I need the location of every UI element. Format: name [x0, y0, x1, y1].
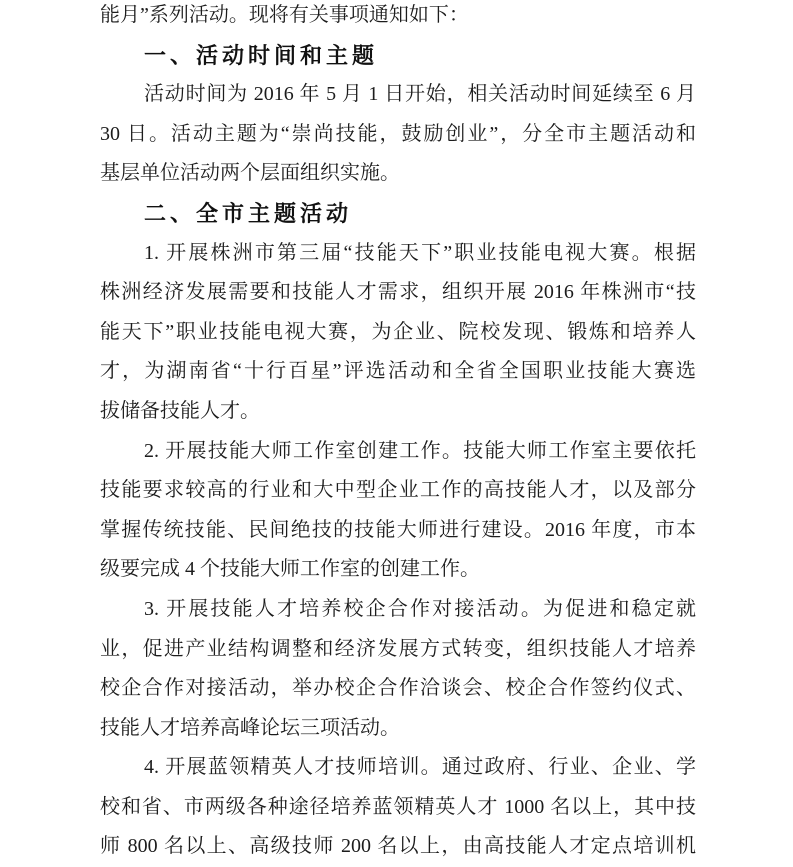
text-line: 30 日。活动主题为“崇尚技能，鼓励创业”，分全市主题活动和: [100, 122, 696, 145]
text-line: 才，为湖南省“十行百星”评选活动和全省全国职业技能大赛选: [100, 360, 696, 383]
text-line: 技能人才培养高峰论坛三项活动。: [100, 716, 400, 739]
text-line: 能天下”职业技能电视大赛，为企业、院校发现、锻炼和培养人: [100, 320, 696, 343]
document-body: [100, 0, 696, 867]
text-line: 拔储备技能人才。: [100, 399, 260, 422]
text-line: 师 800 名以上、高级技师 200 名以上，由高技能人才定点培训机: [100, 835, 696, 858]
text-line: 基层单位活动两个层面组织实施。: [100, 162, 400, 185]
section-heading-activity-time-theme: 一、活动时间和主题: [144, 42, 379, 68]
text-line: 校和省、市两级各种途径培养蓝领精英人才 1000 名以上，其中技: [100, 795, 696, 818]
text-line: 能月”系列活动。现将有关事项通知如下：: [100, 4, 469, 26]
text-line: 株洲经济发展需要和技能人才需求，组织开展 2016 年株洲市“技: [100, 281, 696, 304]
text-line: 掌握传统技能、民间绝技的技能大师进行建设。2016 年度，市本: [100, 518, 696, 541]
text-line-item-2: 2. 开展技能大师工作室创建工作。技能大师工作室主要依托: [144, 439, 696, 462]
text-line-item-3: 3. 开展技能人才培养校企合作对接活动。为促进和稳定就: [144, 597, 696, 620]
section-heading-citywide-theme-activities: 二、全市主题活动: [144, 200, 353, 226]
text-line: 业，促进产业结构调整和经济发展方式转变，组织技能人才培养: [100, 637, 696, 660]
text-line: 技能要求较高的行业和大中型企业工作的高技能人才，以及部分: [100, 479, 696, 502]
text-line-item-1: 1. 开展株洲市第三届“技能天下”职业技能电视大赛。根据: [144, 241, 696, 264]
text-line: 校企合作对接活动，举办校企合作洽谈会、校企合作签约仪式、: [100, 677, 696, 700]
text-line: 活动时间为 2016 年 5 月 1 日开始，相关活动时间延续至 6 月: [144, 83, 696, 106]
text-line: 级要完成 4 个技能大师工作室的创建工作。: [100, 558, 480, 581]
text-line-item-4: 4. 开展蓝领精英人才技师培训。通过政府、行业、企业、学: [144, 756, 696, 779]
